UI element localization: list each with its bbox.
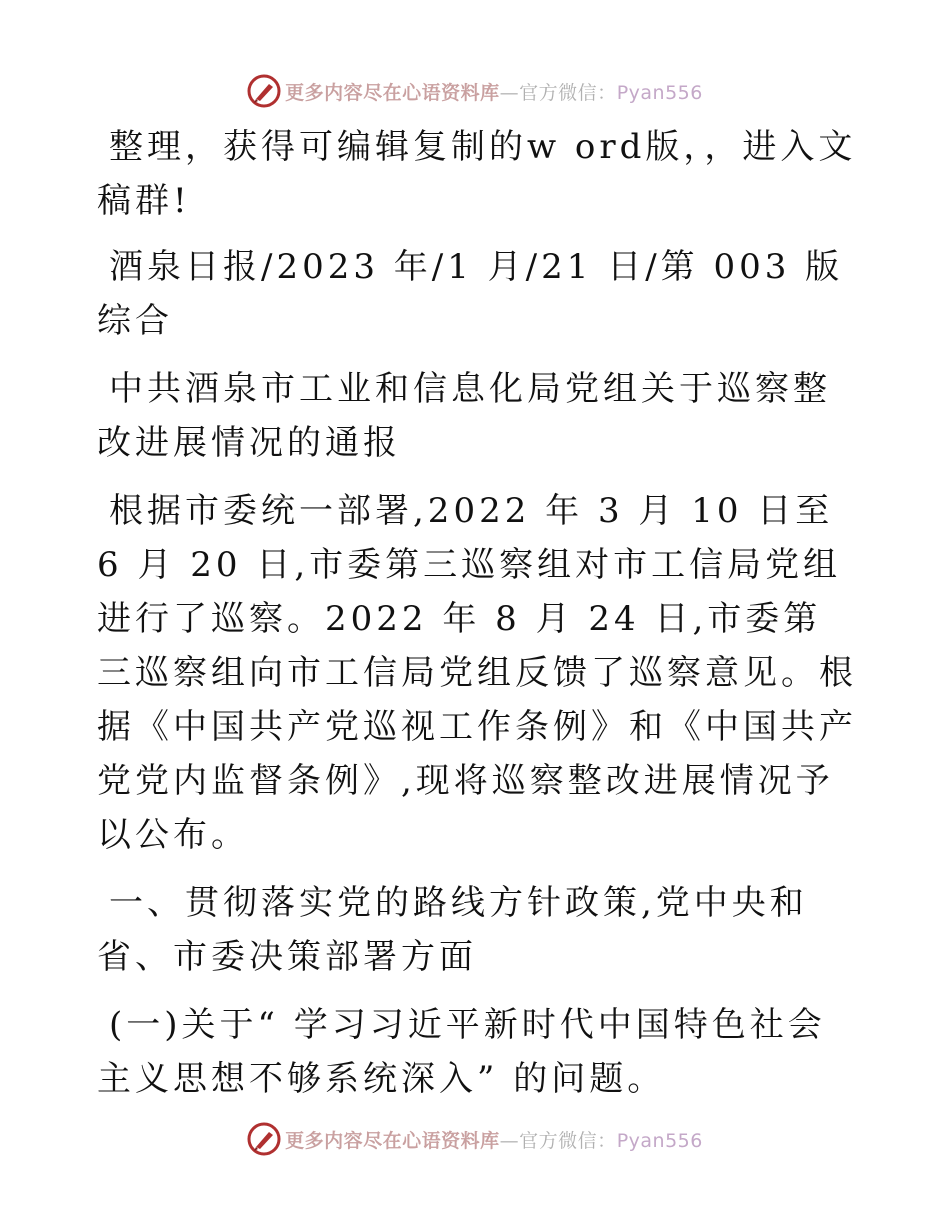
watermark-wechat-id: Pyan556 (616, 81, 703, 104)
pen-logo-icon (247, 74, 281, 108)
watermark-site-text: 更多内容尽在心语资料库 (285, 1129, 500, 1152)
watermark-text (285, 78, 703, 105)
body-paragraph: 根据市委统一部署,2022 年 3 月 10 日至 6 月 20 日,市委第三巡察组对市工信局党组进行了巡察。2022 年 8 月 24 日,市委第三巡察组向市工信局党组反馈了巡察意见。根据《中国共产党巡视工作条例》和《中国共产党党内监督条例》,现将巡察整改进展情况予以公布。 (97, 491, 857, 855)
watermark-wechat-id: Pyan556 (616, 1129, 703, 1152)
intro-paragraph: 整理，获得可编辑复制的w ord版，，进入文稿群! (97, 127, 857, 221)
section-heading: 一、贯彻落实党的路线方针政策,党中央和省、市委决策部署方面 (97, 883, 808, 977)
pen-logo-icon (247, 1122, 281, 1156)
watermark-separator: — (499, 81, 520, 104)
document-body (97, 120, 857, 1120)
watermark-separator: — (499, 1129, 520, 1152)
watermark-text (285, 1126, 703, 1153)
header-watermark (0, 71, 950, 111)
watermark-site-text: 更多内容尽在心语资料库 (285, 81, 500, 104)
source-line: 酒泉日报/2023 年/1 月/21 日/第 003 版综合 (97, 247, 844, 341)
watermark-wechat-label: 官方微信： (519, 1129, 617, 1152)
footer-watermark (0, 1119, 950, 1159)
subsection-heading: (一)关于“ 学习习近平新时代中国特色社会主义思想不够系统深入” 的问题。 (97, 1005, 826, 1099)
document-title: 中共酒泉市工业和信息化局党组关于巡察整改进展情况的通报 (97, 369, 831, 463)
watermark-wechat-label: 官方微信： (519, 81, 617, 104)
